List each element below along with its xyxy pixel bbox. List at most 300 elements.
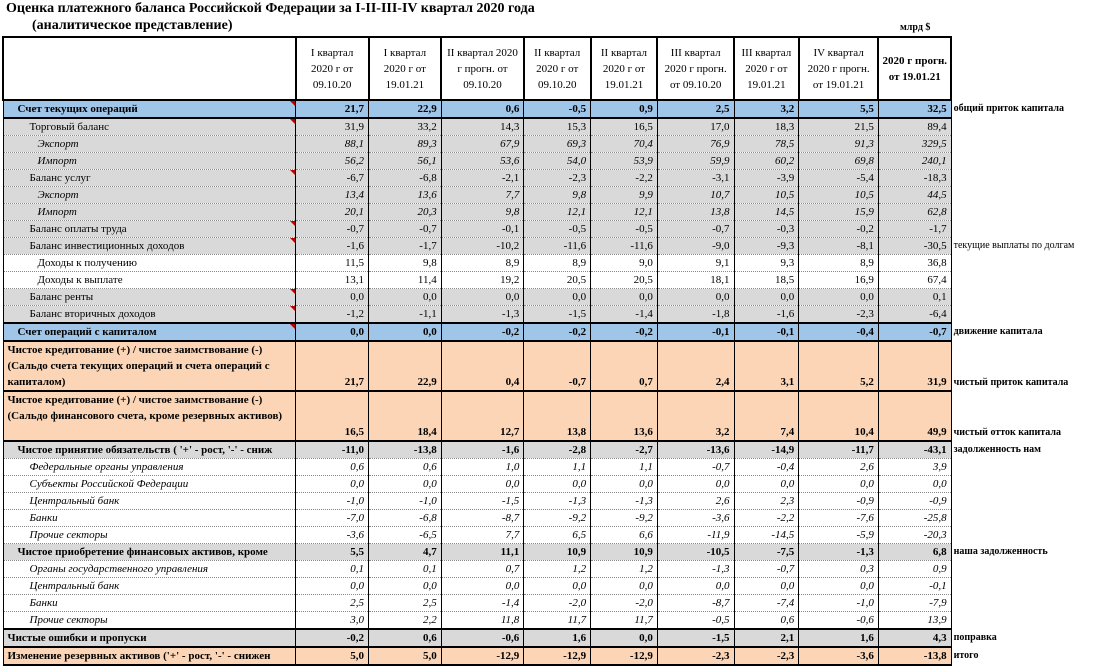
value-cell: 2,5 bbox=[369, 595, 442, 612]
table-row bbox=[3, 476, 1099, 493]
value-cell: 11,4 bbox=[369, 272, 442, 289]
value-cell: 0,0 bbox=[369, 323, 442, 341]
value-cell: -20,3 bbox=[878, 527, 951, 544]
value-cell: 0,0 bbox=[799, 578, 879, 595]
value-cell: -0,6 bbox=[441, 629, 524, 647]
value-cell: 13,6 bbox=[369, 187, 442, 204]
value-cell: 0,0 bbox=[524, 578, 591, 595]
value-cell: 0,1 bbox=[369, 561, 442, 578]
title-line-2: (аналитическое представление) bbox=[32, 18, 233, 33]
row-label: Прочие секторы bbox=[3, 527, 296, 544]
value-cell: 0,0 bbox=[369, 476, 442, 493]
row-label: Счет операций с капиталом bbox=[3, 323, 296, 341]
value-cell: 1,2 bbox=[591, 561, 658, 578]
row-note bbox=[951, 612, 1098, 630]
value-cell: -10,2 bbox=[441, 238, 524, 255]
table-row bbox=[3, 544, 1099, 561]
value-cell: -3,1 bbox=[657, 170, 734, 187]
value-cell: 18,1 bbox=[657, 272, 734, 289]
value-cell: -0,2 bbox=[296, 629, 369, 647]
value-cell: 13,8 bbox=[524, 391, 591, 441]
value-cell: -0,7 bbox=[657, 459, 734, 476]
value-cell: -1,3 bbox=[657, 561, 734, 578]
value-cell: 2,2 bbox=[369, 612, 442, 630]
row-label: Доходы к выплате bbox=[3, 272, 296, 289]
value-cell: 8,9 bbox=[441, 255, 524, 272]
value-cell: 1,6 bbox=[524, 629, 591, 647]
title-line-1: Оценка платежного баланса Российской Федерации за I-II-III-IV квартал 2020 года bbox=[6, 1, 535, 16]
row-label: Доходы к получению bbox=[3, 255, 296, 272]
row-note bbox=[951, 595, 1098, 612]
value-cell: 0,0 bbox=[441, 289, 524, 306]
table-row bbox=[3, 612, 1099, 630]
value-cell: 5,0 bbox=[369, 647, 442, 665]
value-cell: -1,1 bbox=[369, 306, 442, 324]
value-cell: 5,5 bbox=[296, 544, 369, 561]
value-cell: 60,2 bbox=[734, 153, 799, 170]
header-label-cell bbox=[3, 37, 296, 100]
page-title bbox=[6, 0, 535, 34]
value-cell: 0,6 bbox=[369, 629, 442, 647]
value-cell: 44,5 bbox=[878, 187, 951, 204]
value-cell: -12,9 bbox=[441, 647, 524, 665]
value-cell: 10,5 bbox=[734, 187, 799, 204]
value-cell: 10,7 bbox=[657, 187, 734, 204]
value-cell: -3,6 bbox=[657, 510, 734, 527]
value-cell: -14,5 bbox=[734, 527, 799, 544]
value-cell: -11,7 bbox=[799, 441, 879, 459]
value-cell: 10,5 bbox=[799, 187, 879, 204]
value-cell: -12,9 bbox=[591, 647, 658, 665]
value-cell: 69,8 bbox=[799, 153, 879, 170]
value-cell: -1,3 bbox=[441, 306, 524, 324]
value-cell: 0,0 bbox=[799, 289, 879, 306]
row-label: Прочие секторы bbox=[3, 612, 296, 630]
value-cell: -0,2 bbox=[591, 323, 658, 341]
value-cell: 62,8 bbox=[878, 204, 951, 221]
row-label: Изменение резервных активов ('+' - рост, '-' - снижен bbox=[3, 647, 296, 665]
value-cell: -2,7 bbox=[591, 441, 658, 459]
value-cell: 0,0 bbox=[799, 476, 879, 493]
row-note bbox=[951, 153, 1098, 170]
value-cell: 8,9 bbox=[799, 255, 879, 272]
value-cell: 10,9 bbox=[591, 544, 658, 561]
value-cell: 12,1 bbox=[591, 204, 658, 221]
value-cell: 9,1 bbox=[657, 255, 734, 272]
value-cell: -0,1 bbox=[657, 323, 734, 341]
table-row bbox=[3, 289, 1099, 306]
row-note bbox=[951, 289, 1098, 306]
row-note bbox=[951, 255, 1098, 272]
row-label: Экспорт bbox=[3, 136, 296, 153]
value-cell: -0,1 bbox=[441, 221, 524, 238]
value-cell: -18,3 bbox=[878, 170, 951, 187]
header-cell: 2020 г прогн. от 19.01.21 bbox=[878, 37, 951, 100]
value-cell: -10,5 bbox=[657, 544, 734, 561]
value-cell: -11,0 bbox=[296, 441, 369, 459]
table-row bbox=[3, 341, 1099, 391]
value-cell: 0,0 bbox=[878, 476, 951, 493]
value-cell: -0,2 bbox=[799, 221, 879, 238]
row-note: текущие выплаты по долгам bbox=[951, 238, 1098, 255]
value-cell: -1,3 bbox=[591, 493, 658, 510]
value-cell: 5,0 bbox=[296, 647, 369, 665]
value-cell: -1,3 bbox=[799, 544, 879, 561]
value-cell: -2,0 bbox=[524, 595, 591, 612]
value-cell: -1,2 bbox=[296, 306, 369, 324]
value-cell: 13,4 bbox=[296, 187, 369, 204]
value-cell: 4,7 bbox=[369, 544, 442, 561]
value-cell: 0,0 bbox=[296, 289, 369, 306]
value-cell: 20,5 bbox=[524, 272, 591, 289]
row-note bbox=[951, 136, 1098, 153]
value-cell: 11,7 bbox=[524, 612, 591, 630]
value-cell: 18,5 bbox=[734, 272, 799, 289]
value-cell: -13,8 bbox=[369, 441, 442, 459]
value-cell: -0,7 bbox=[296, 221, 369, 238]
value-cell: 0,6 bbox=[441, 100, 524, 118]
value-cell: 20,1 bbox=[296, 204, 369, 221]
value-cell: -7,6 bbox=[799, 510, 879, 527]
value-cell: 13,6 bbox=[591, 391, 658, 441]
row-label: Чистое приобретение финансовых активов, кроме bbox=[3, 544, 296, 561]
value-cell: 0,0 bbox=[734, 289, 799, 306]
value-cell: 0,0 bbox=[591, 289, 658, 306]
value-cell: -0,6 bbox=[799, 612, 879, 630]
value-cell: -43,1 bbox=[878, 441, 951, 459]
value-cell: -11,6 bbox=[591, 238, 658, 255]
value-cell: -1,6 bbox=[441, 441, 524, 459]
row-label: Импорт bbox=[3, 153, 296, 170]
value-cell: 1,0 bbox=[441, 459, 524, 476]
row-note bbox=[951, 187, 1098, 204]
value-cell: 1,2 bbox=[524, 561, 591, 578]
value-cell: 7,7 bbox=[441, 527, 524, 544]
table-row bbox=[3, 595, 1099, 612]
value-cell: 31,9 bbox=[296, 118, 369, 136]
value-cell: -2,0 bbox=[591, 595, 658, 612]
value-cell: 0,6 bbox=[369, 459, 442, 476]
header-cell: I квартал 2020 г от 09.10.20 bbox=[296, 37, 369, 100]
value-cell: -0,7 bbox=[878, 323, 951, 341]
row-label: Центральный банк bbox=[3, 493, 296, 510]
value-cell: 0,0 bbox=[369, 578, 442, 595]
value-cell: 0,9 bbox=[591, 100, 658, 118]
value-cell: 3,1 bbox=[734, 341, 799, 391]
value-cell: 14,3 bbox=[441, 118, 524, 136]
value-cell: 0,4 bbox=[441, 341, 524, 391]
header-cell: II квартал 2020 г прогн. от 09.10.20 bbox=[441, 37, 524, 100]
value-cell: 0,0 bbox=[734, 476, 799, 493]
row-label: Чистое принятие обязательств ( '+' - рост, '-' - сниж bbox=[3, 441, 296, 459]
value-cell: -11,6 bbox=[524, 238, 591, 255]
value-cell: 10,4 bbox=[799, 391, 879, 441]
balance-table bbox=[2, 36, 1099, 666]
value-cell: 0,7 bbox=[591, 341, 658, 391]
value-cell: 17,0 bbox=[657, 118, 734, 136]
row-label: Баланс ренты bbox=[3, 289, 296, 306]
table-row bbox=[3, 170, 1099, 187]
row-label: Чистые ошибки и пропуски bbox=[3, 629, 296, 647]
value-cell: -0,5 bbox=[524, 221, 591, 238]
value-cell: 2,5 bbox=[296, 595, 369, 612]
units-label: млрд $ bbox=[900, 22, 931, 33]
header-row bbox=[3, 37, 1099, 100]
value-cell: 0,0 bbox=[441, 476, 524, 493]
value-cell: 0,0 bbox=[591, 578, 658, 595]
value-cell: 4,3 bbox=[878, 629, 951, 647]
value-cell: -0,7 bbox=[369, 221, 442, 238]
value-cell: 33,2 bbox=[369, 118, 442, 136]
value-cell: 8,9 bbox=[524, 255, 591, 272]
value-cell: 16,5 bbox=[591, 118, 658, 136]
value-cell: -11,9 bbox=[657, 527, 734, 544]
row-label: Банки bbox=[3, 595, 296, 612]
header-cell: III квартал 2020 г прогн. от 09.10.20 bbox=[657, 37, 734, 100]
value-cell: -7,0 bbox=[296, 510, 369, 527]
row-note bbox=[951, 221, 1098, 238]
value-cell: 59,9 bbox=[657, 153, 734, 170]
value-cell: -2,3 bbox=[657, 647, 734, 665]
value-cell: 0,0 bbox=[369, 289, 442, 306]
value-cell: 67,9 bbox=[441, 136, 524, 153]
value-cell: 9,8 bbox=[369, 255, 442, 272]
row-note bbox=[951, 561, 1098, 578]
value-cell: 0,0 bbox=[524, 289, 591, 306]
value-cell: 9,8 bbox=[441, 204, 524, 221]
value-cell: -6,8 bbox=[369, 510, 442, 527]
value-cell: 12,1 bbox=[524, 204, 591, 221]
value-cell: 36,8 bbox=[878, 255, 951, 272]
value-cell: 70,4 bbox=[591, 136, 658, 153]
value-cell: 6,6 bbox=[591, 527, 658, 544]
value-cell: -30,5 bbox=[878, 238, 951, 255]
row-note bbox=[951, 170, 1098, 187]
value-cell: 91,3 bbox=[799, 136, 879, 153]
value-cell: 11,7 bbox=[591, 612, 658, 630]
table-row bbox=[3, 221, 1099, 238]
row-note bbox=[951, 578, 1098, 595]
value-cell: 18,4 bbox=[369, 391, 442, 441]
value-cell: 240,1 bbox=[878, 153, 951, 170]
table-row bbox=[3, 187, 1099, 204]
value-cell: -0,9 bbox=[878, 493, 951, 510]
table-row bbox=[3, 306, 1099, 324]
value-cell: -14,9 bbox=[734, 441, 799, 459]
value-cell: -9,2 bbox=[591, 510, 658, 527]
value-cell: 0,0 bbox=[657, 289, 734, 306]
value-cell: 2,5 bbox=[657, 100, 734, 118]
value-cell: -1,4 bbox=[441, 595, 524, 612]
row-label: Банки bbox=[3, 510, 296, 527]
value-cell: 0,0 bbox=[657, 578, 734, 595]
value-cell: -2,2 bbox=[734, 510, 799, 527]
value-cell: -8,7 bbox=[657, 595, 734, 612]
value-cell: 0,0 bbox=[734, 578, 799, 595]
value-cell: 9,3 bbox=[734, 255, 799, 272]
value-cell: 11,1 bbox=[441, 544, 524, 561]
table-row bbox=[3, 255, 1099, 272]
value-cell: -6,7 bbox=[296, 170, 369, 187]
table-row bbox=[3, 629, 1099, 647]
value-cell: 56,2 bbox=[296, 153, 369, 170]
value-cell: -1,6 bbox=[296, 238, 369, 255]
value-cell: 18,3 bbox=[734, 118, 799, 136]
value-cell: 49,9 bbox=[878, 391, 951, 441]
row-label: Органы государственного управления bbox=[3, 561, 296, 578]
value-cell: -3,6 bbox=[799, 647, 879, 665]
value-cell: 21,7 bbox=[296, 100, 369, 118]
value-cell: -7,9 bbox=[878, 595, 951, 612]
value-cell: 88,1 bbox=[296, 136, 369, 153]
table-row bbox=[3, 238, 1099, 255]
value-cell: -1,0 bbox=[799, 595, 879, 612]
value-cell: 31,9 bbox=[878, 341, 951, 391]
value-cell: -9,2 bbox=[524, 510, 591, 527]
value-cell: -0,1 bbox=[734, 323, 799, 341]
table-row bbox=[3, 527, 1099, 544]
value-cell: 0,6 bbox=[296, 459, 369, 476]
row-note: чистый отток капитала bbox=[951, 391, 1098, 441]
header-cell: I квартал 2020 г от 19.01.21 bbox=[369, 37, 442, 100]
value-cell: -6,8 bbox=[369, 170, 442, 187]
table-row bbox=[3, 493, 1099, 510]
value-cell: 76,9 bbox=[657, 136, 734, 153]
value-cell: -0,2 bbox=[441, 323, 524, 341]
value-cell: 16,5 bbox=[296, 391, 369, 441]
value-cell: -0,4 bbox=[799, 323, 879, 341]
value-cell: 15,9 bbox=[799, 204, 879, 221]
value-cell: 329,5 bbox=[878, 136, 951, 153]
row-label: Баланс оплаты труда bbox=[3, 221, 296, 238]
value-cell: 2,3 bbox=[734, 493, 799, 510]
table-row bbox=[3, 153, 1099, 170]
value-cell: -0,3 bbox=[734, 221, 799, 238]
row-note bbox=[951, 272, 1098, 289]
table-row bbox=[3, 272, 1099, 289]
value-cell: 69,3 bbox=[524, 136, 591, 153]
value-cell: -0,5 bbox=[524, 100, 591, 118]
value-cell: 53,6 bbox=[441, 153, 524, 170]
value-cell: -0,7 bbox=[657, 221, 734, 238]
value-cell: 11,8 bbox=[441, 612, 524, 630]
header-cell: III квартал 2020 г от 19.01.21 bbox=[734, 37, 799, 100]
value-cell: 6,8 bbox=[878, 544, 951, 561]
value-cell: 20,5 bbox=[591, 272, 658, 289]
table-row bbox=[3, 391, 1099, 441]
value-cell: 2,1 bbox=[734, 629, 799, 647]
value-cell: 13,1 bbox=[296, 272, 369, 289]
table-row bbox=[3, 323, 1099, 341]
row-note bbox=[951, 527, 1098, 544]
value-cell: 15,3 bbox=[524, 118, 591, 136]
value-cell: -7,4 bbox=[734, 595, 799, 612]
row-note: общий приток капитала bbox=[951, 100, 1098, 118]
value-cell: -1,0 bbox=[296, 493, 369, 510]
value-cell: -6,4 bbox=[878, 306, 951, 324]
value-cell: 19,2 bbox=[441, 272, 524, 289]
value-cell: -1,7 bbox=[878, 221, 951, 238]
row-label: Баланс инвестиционных доходов bbox=[3, 238, 296, 255]
value-cell: 89,3 bbox=[369, 136, 442, 153]
value-cell: 2,4 bbox=[657, 341, 734, 391]
value-cell: 2,6 bbox=[657, 493, 734, 510]
value-cell: 11,5 bbox=[296, 255, 369, 272]
row-note: задолженность нам bbox=[951, 441, 1098, 459]
row-note: чистый приток капитала bbox=[951, 341, 1098, 391]
value-cell: 32,5 bbox=[878, 100, 951, 118]
row-note bbox=[951, 510, 1098, 527]
value-cell: 22,9 bbox=[369, 100, 442, 118]
table-row bbox=[3, 441, 1099, 459]
table-row bbox=[3, 204, 1099, 221]
value-cell: 54,0 bbox=[524, 153, 591, 170]
row-note: наша задолженность bbox=[951, 544, 1098, 561]
row-note bbox=[951, 476, 1098, 493]
row-label: Баланс вторичных доходов bbox=[3, 306, 296, 324]
value-cell: 9,9 bbox=[591, 187, 658, 204]
value-cell: -9,0 bbox=[657, 238, 734, 255]
value-cell: 14,5 bbox=[734, 204, 799, 221]
value-cell: -0,1 bbox=[878, 578, 951, 595]
value-cell: 0,3 bbox=[799, 561, 879, 578]
value-cell: -1,5 bbox=[441, 493, 524, 510]
value-cell: -1,8 bbox=[657, 306, 734, 324]
value-cell: -5,9 bbox=[799, 527, 879, 544]
value-cell: 67,4 bbox=[878, 272, 951, 289]
value-cell: -2,3 bbox=[799, 306, 879, 324]
value-cell: 7,4 bbox=[734, 391, 799, 441]
row-note: итого bbox=[951, 647, 1098, 665]
row-note bbox=[951, 459, 1098, 476]
value-cell: -1,5 bbox=[524, 306, 591, 324]
value-cell: 21,5 bbox=[799, 118, 879, 136]
row-label: Счет текущих операций bbox=[3, 100, 296, 118]
value-cell: -0,7 bbox=[734, 561, 799, 578]
value-cell: 22,9 bbox=[369, 341, 442, 391]
value-cell: -0,2 bbox=[524, 323, 591, 341]
value-cell: 78,5 bbox=[734, 136, 799, 153]
value-cell: -2,2 bbox=[591, 170, 658, 187]
value-cell: -1,7 bbox=[369, 238, 442, 255]
table-row bbox=[3, 647, 1099, 665]
value-cell: 0,0 bbox=[524, 476, 591, 493]
value-cell: 2,6 bbox=[799, 459, 879, 476]
value-cell: 13,9 bbox=[878, 612, 951, 630]
value-cell: 10,9 bbox=[524, 544, 591, 561]
value-cell: -1,5 bbox=[657, 629, 734, 647]
value-cell: -3,9 bbox=[734, 170, 799, 187]
value-cell: 0,0 bbox=[296, 578, 369, 595]
header-cell: II квартал 2020 г от 19.01.21 bbox=[591, 37, 658, 100]
value-cell: 20,3 bbox=[369, 204, 442, 221]
row-label: Чистое кредитование (+) / чистое заимствование (-) (Сальдо финансового счета, кроме резервных активов) bbox=[3, 391, 296, 441]
value-cell: -8,7 bbox=[441, 510, 524, 527]
value-cell: 1,1 bbox=[524, 459, 591, 476]
value-cell: 3,9 bbox=[878, 459, 951, 476]
row-note bbox=[951, 204, 1098, 221]
value-cell: 53,9 bbox=[591, 153, 658, 170]
value-cell: 13,8 bbox=[657, 204, 734, 221]
value-cell: -13,8 bbox=[878, 647, 951, 665]
value-cell: 0,0 bbox=[441, 578, 524, 595]
value-cell: -12,9 bbox=[524, 647, 591, 665]
row-note: поправка bbox=[951, 629, 1098, 647]
value-cell: 7,7 bbox=[441, 187, 524, 204]
row-label: Чистое кредитование (+) / чистое заимствование (-) (Сальдо счета текущих операций и счета операций с капиталом) bbox=[3, 341, 296, 391]
value-cell: 5,5 bbox=[799, 100, 879, 118]
value-cell: 0,0 bbox=[657, 476, 734, 493]
